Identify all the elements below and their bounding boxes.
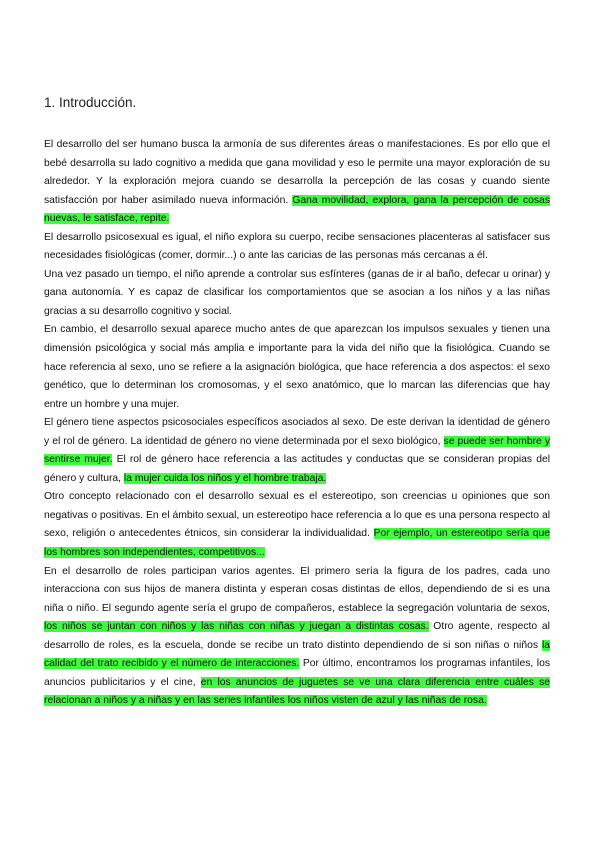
section-title: 1. Introducción. (44, 95, 137, 110)
paragraph-text: En el desarrollo de roles participan varios agentes. El primero sería la figura de los padres, cada uno interacciona con sus hijos de manera distinta y esperan cosas distintas de ellos, dependiendo de si es una niña o niño. El segundo agente sería el grupo de compañeros, establece la segregación voluntaria de sexos, (44, 565, 550, 614)
highlighted-text: los niños se juntan con niños y las niñas con niñas y juegan a distintas cosas. (44, 621, 429, 633)
paragraph-text: Otro concepto relacionado con el desarrollo sexual es el estereotipo, son creencias u opiniones que son negativas o positivas. En el ámbito sexual, un estereotipo hace referencia a lo que es una persona respecto al sexo, religión o antecedentes étnicos, sin considerar la individualidad. (44, 491, 550, 540)
paragraph-text: El género tiene aspectos psicosociales específicos asociados al sexo. De este derivan la identidad de género y el rol de género. La identidad de género no viene determinada por el sexo biológico, (44, 417, 550, 447)
paragraph-text: Por último, encontramos los programas infantiles, los anuncios publicitarios y el cine, (44, 658, 550, 688)
paragraph-text: Otro agente, respecto al desarrollo de roles, es la escuela, donde se recibe un trato distinto dependiendo de si son niñas o niños (44, 621, 550, 651)
highlighted-text: se puede ser hombre y sentirse mujer. (44, 435, 551, 466)
document-body (44, 136, 550, 711)
paragraph-text: El desarrollo del ser humano busca la armonía de sus diferentes áreas o manifestaciones. Es por ello que el bebé desarrolla su lado cognitivo a medida que gana movilidad y eso le permite una mayor exploración de su alrededor. Y la exploración mejora cuando se desarrolla la percepción de las cosas y cuando siente satisfacción por haber asimilado nueva información. (44, 139, 550, 206)
paragraph (44, 414, 550, 488)
paragraph-text: En cambio, el desarrollo sexual aparece mucho antes de que aparezcan los impulsos sexuales y tienen una dimensión psicológica y social más amplia e importante para la vida del niño que la fisiológica. Cuando se hace referencia al sexo, uno se refiere a la asignación biológica, que hace referencia a dos aspectos: el sexo genético, que lo determinan los cromosomas, y el sexo anatómico, que lo marcan las diferencias que hay entre un hombre y una mujer. (44, 324, 550, 410)
highlighted-text: la calidad del trato recibido y el número de interacciones. (44, 639, 550, 670)
paragraph-text: El desarrollo psicosexual es igual, el niño explora su cuerpo, recibe sensaciones placenteras al satisfacer sus necesidades fisiológicas (comer, dormir...) o ante las caricias de las personas más cercanas a él. (44, 231, 550, 262)
highlighted-text: en los anuncios de juguetes se ve una clara diferencia entre cuáles se relacionan a niños y a niñas y en las series infantiles los niños visten de azul y las niñas de rosa. (44, 676, 550, 707)
highlighted-text: Por ejemplo, un estereotipo sería que los hombres son independientes, competitivos... (44, 528, 550, 559)
paragraph (44, 321, 550, 414)
paragraph-text: El rol de género hace referencia a las actitudes y conductas que se consideran propias del género y cultura, (44, 454, 550, 484)
highlighted-text: Gana movilidad, explora, gana la percepción de cosas nuevas, le satisface, repite. (44, 194, 550, 225)
paragraph (44, 266, 550, 322)
paragraph (44, 563, 550, 711)
paragraph-text: Una vez pasado un tiempo, el niño aprende a controlar sus esfínteres (ganas de ir al baño, defecar u orinar) y gana autonomía. Y es capaz de clasificar los comportamientos que se asocian a los niños y a las niñas gracias a su desarrollo cognitivo y social. (44, 268, 550, 317)
paragraph (44, 488, 550, 562)
highlighted-text: la mujer cuida los niños y el hombre trabaja. (123, 472, 327, 484)
paragraph (44, 229, 550, 266)
paragraph (44, 136, 550, 229)
